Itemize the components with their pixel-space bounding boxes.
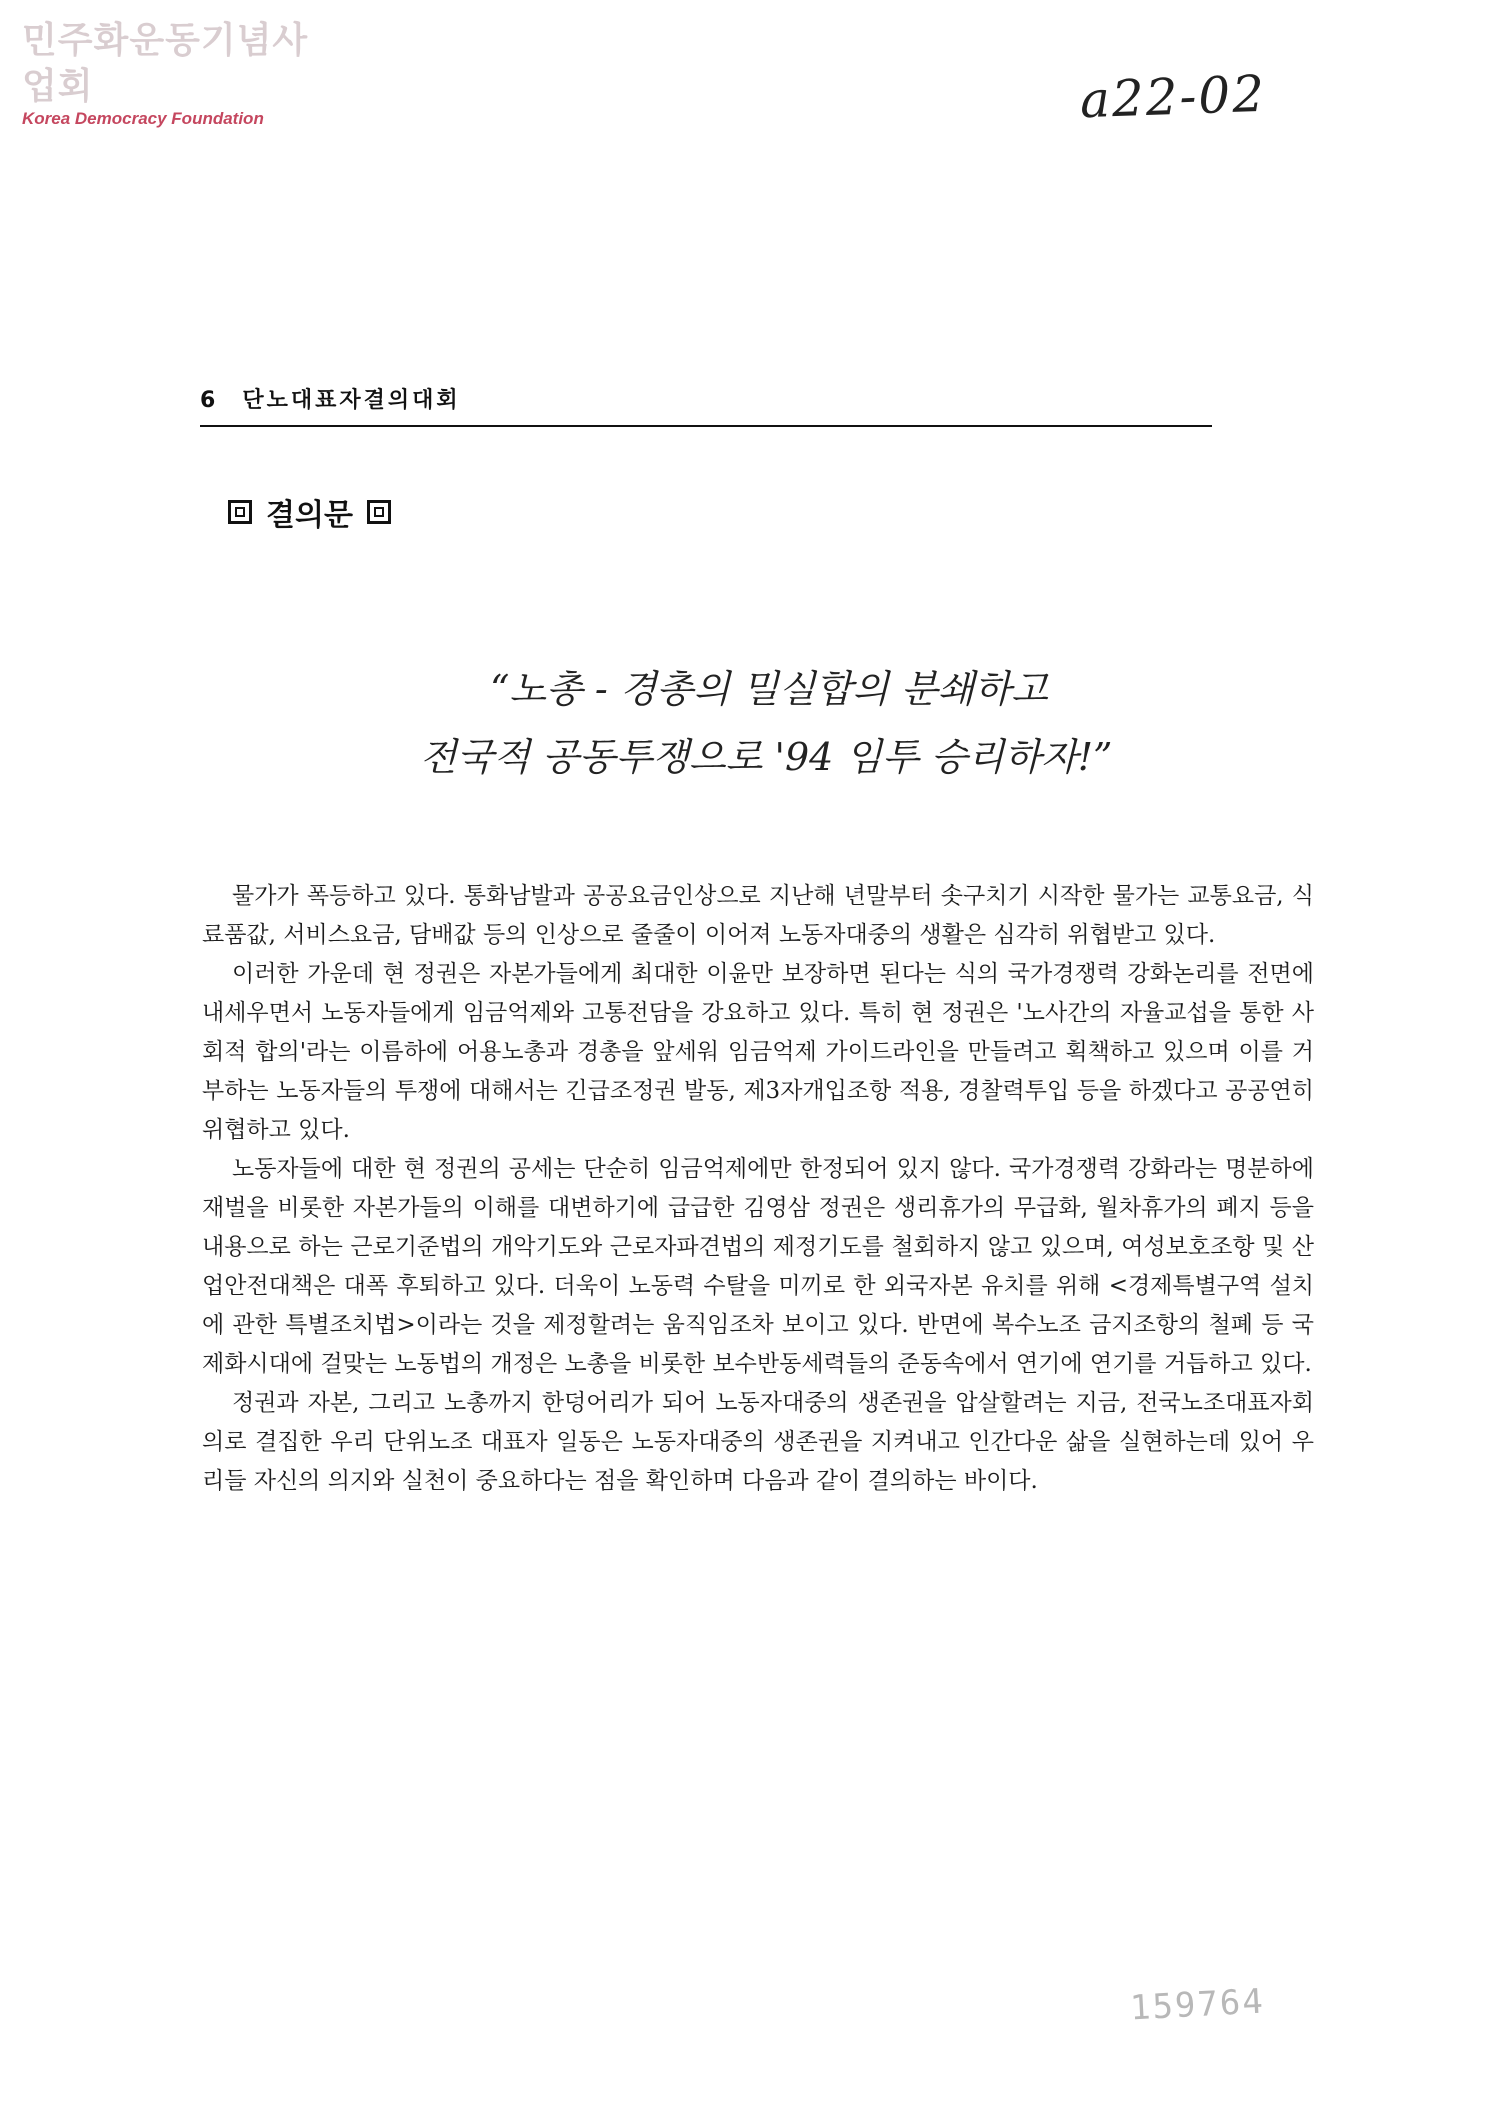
paragraph: 노동자들에 대한 현 정권의 공세는 단순히 임금억제에만 한정되어 있지 않다. 국가경쟁력 강화라는 명분하에 재벌을 비롯한 자본가들의 이해를 대변하기에 급급한 김영삼 정권은 생리휴가의 무급화, 월차휴가의 폐지 등을 내용으로 하는 근로기준법의 개악기도와 근로자파견법의 제정기도를 철회하지 않고 있으며, 여성보호조항 및 산업안전대책은 대폭 후퇴하고 있다. 더욱이 노동력 수탈을 미끼로 한 외국자본 유치를 위해 <경제특별구역 설치에 관한 특별조치법>이라는 것을 제정할려는 움직임조차 보이고 있다. 반면에 복수노조 금지조항의 철폐 등 국제화시대에 걸맞는 노동법의 개정은 노총을 비롯한 보수반동세력들의 준동속에서 연기에 연기를 거듭하고 있다.	[202, 1156, 1314, 1377]
resolution-body	[202, 877, 1314, 1501]
section-title-text: 결의문	[266, 498, 353, 533]
slogan	[380, 655, 1280, 791]
section-title	[228, 490, 391, 534]
archive-stamp-number: 159764	[1129, 1981, 1266, 2029]
header-rule	[200, 425, 1212, 427]
slogan-line-2: 전국적 공동투쟁으로 '94 임투 승리하자!”	[420, 735, 1113, 779]
foundation-watermark	[22, 18, 342, 130]
slogan-line-1: “노총 - 경총의 밀실합의 분쇄하고	[490, 667, 1048, 711]
square-ornament-icon	[367, 500, 391, 524]
watermark-english: Korea Democracy Foundation	[22, 109, 264, 128]
paragraph: 물가가 폭등하고 있다. 통화남발과 공공요금인상으로 지난해 년말부터 솟구치기 시작한 물가는 교통요금, 식료품값, 서비스요금, 담배값 등의 인상으로 줄줄이 이어져 노동자대중의 생활은 심각히 위협받고 있다.	[202, 883, 1314, 948]
handwritten-archive-code: a22-02	[1079, 64, 1267, 130]
paragraph: 이러한 가운데 현 정권은 자본가들에게 최대한 이윤만 보장하면 된다는 식의 국가경쟁력 강화논리를 전면에 내세우면서 노동자들에게 임금억제와 고통전담을 강요하고 있다. 특히 현 정권은 '노사간의 자율교섭을 통한 사회적 합의'라는 이름하에 어용노총과 경총을 앞세워 임금억제 가이드라인을 만들려고 획책하고 있으며 이를 거부하는 노동자들의 투쟁에 대해서는 긴급조정권 발동, 제3자개입조항 적용, 경찰력투입 등을 하겠다고 공공연히 위협하고 있다.	[202, 961, 1314, 1143]
watermark-korean: 민주화운동기념사업회	[22, 20, 309, 107]
paragraph: 정권과 자본, 그리고 노총까지 한덩어리가 되어 노동자대중의 생존권을 압살할려는 지금, 전국노조대표자회의로 결집한 우리 단위노조 대표자 일동은 노동자대중의 생존권을 지켜내고 인간다운 삶을 실현하는데 있어 우리들 자신의 의지와 실천이 중요하다는 점을 확인하며 다음과 같이 결의하는 바이다.	[202, 1390, 1314, 1494]
running-header-title: 단노대표자결의대회	[242, 388, 461, 413]
page-number: 6	[200, 388, 219, 413]
square-ornament-icon	[228, 500, 252, 524]
running-header	[200, 383, 461, 414]
